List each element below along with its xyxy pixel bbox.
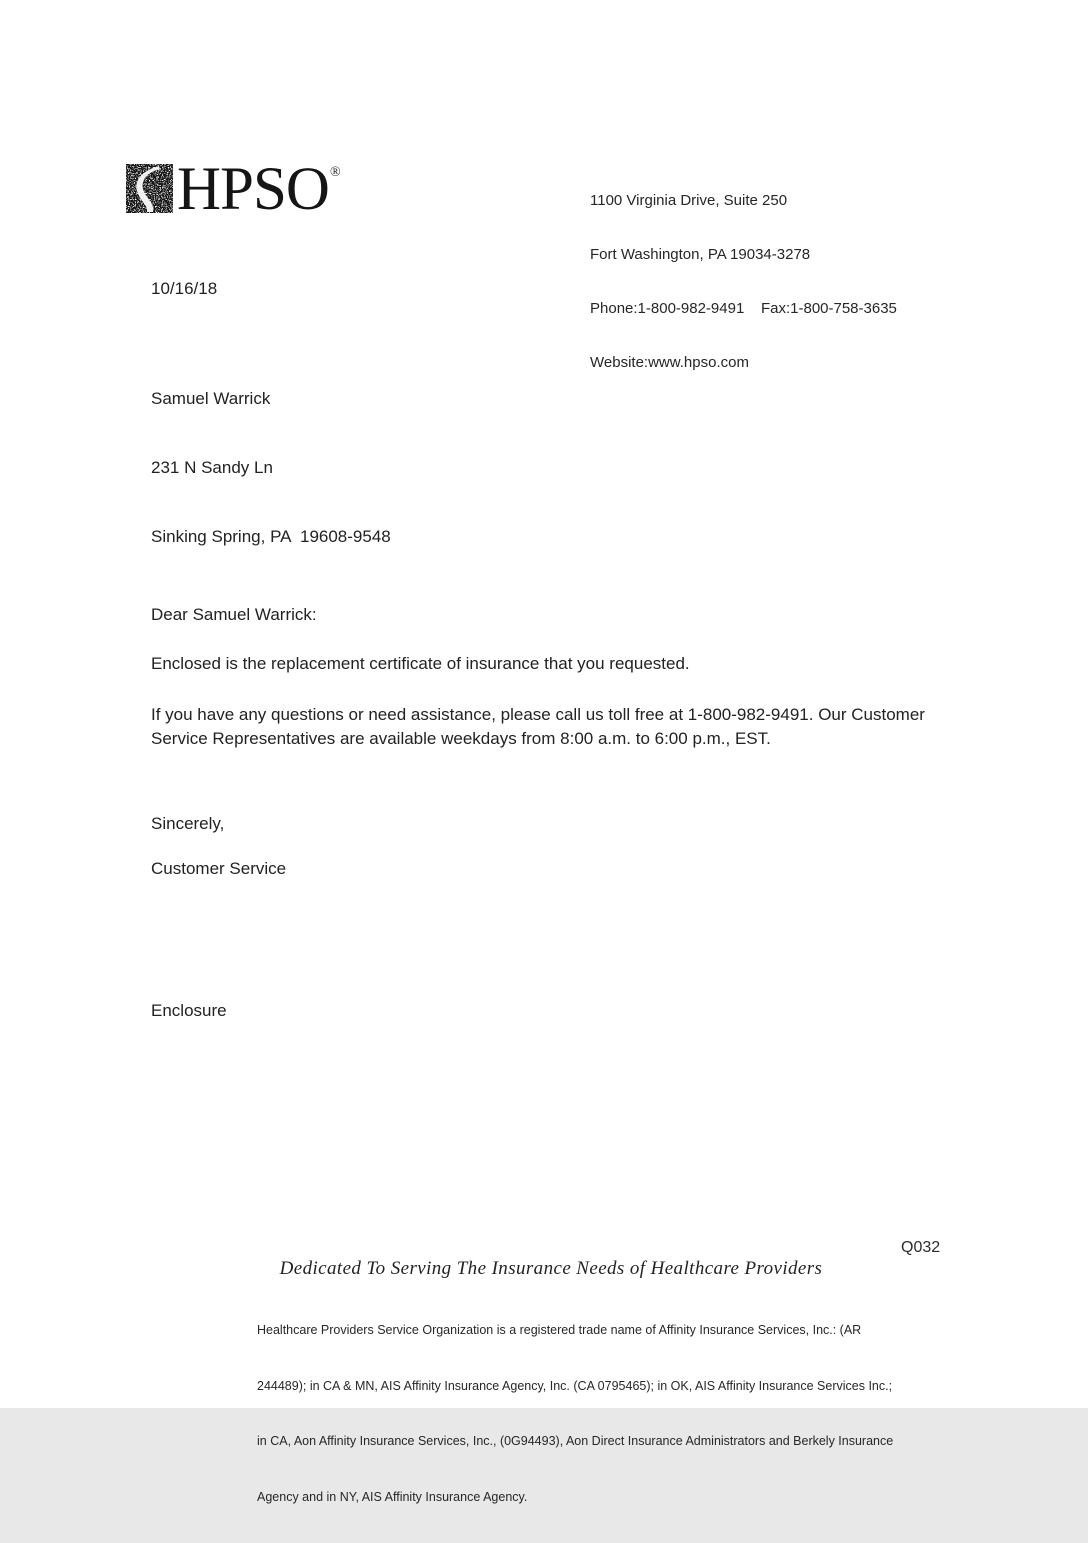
signature-name: Customer Service xyxy=(151,859,287,878)
hpso-logo-icon xyxy=(126,164,173,213)
disclaimer-line: Agency and in NY, AIS Affinity Insurance Agency. xyxy=(257,1489,528,1504)
logo-wordmark: HPSO xyxy=(177,156,329,223)
company-website-line: Website:www.hpso.com xyxy=(590,354,749,371)
company-phone-fax-line: Phone:1-800-982-9491 Fax:1-800-758-3635 xyxy=(590,300,897,317)
body-paragraph: Enclosed is the replacement certificate of insurance that you requested. xyxy=(151,654,690,673)
recipient-city-state-zip: Sinking Spring, PA 19608-9548 xyxy=(151,527,391,546)
company-address-line: Fort Washington, PA 19034-3278 xyxy=(590,246,811,263)
enclosure-note: Enclosure xyxy=(151,1001,227,1020)
legal-disclaimer xyxy=(257,1284,893,1543)
hpso-logo xyxy=(126,156,341,223)
registered-trademark-symbol: ® xyxy=(329,165,341,180)
closing: Sincerely, xyxy=(151,814,225,833)
disclaimer-line: in CA, Aon Affinity Insurance Services, Inc., (0G94493), Aon Direct Insurance Administrators and Berkely Insurance xyxy=(257,1434,894,1448)
recipient-name: Samuel Warrick xyxy=(151,389,271,408)
company-address-block xyxy=(590,156,897,408)
disclaimer-line: 244489); in CA & MN, AIS Affinity Insurance Agency, Inc. (CA 0795465); in OK, AIS Affinity Insurance Services Inc.; xyxy=(257,1378,893,1393)
disclaimer-line: Healthcare Providers Service Organization is a registered trade name of Affinity Insurance Services, Inc.: (AR xyxy=(257,1323,862,1337)
company-address-line: 1100 Virginia Drive, Suite 250 xyxy=(590,192,788,209)
form-code: Q032 xyxy=(901,1239,941,1256)
body-paragraph: If you have any questions or need assistance, please call us toll free at 1-800-982-9491. Our Customer Service Representatives are available weekdays from 8:00 a.m. to 6:00 p.m., EST. xyxy=(151,705,925,748)
recipient-street: 231 N Sandy Ln xyxy=(151,458,273,477)
salutation: Dear Samuel Warrick: xyxy=(151,605,317,624)
footer-tagline: Dedicated To Serving The Insurance Needs of Healthcare Providers xyxy=(279,1258,823,1279)
letter-date: 10/16/18 xyxy=(151,279,218,298)
recipient-address-block xyxy=(151,341,391,594)
